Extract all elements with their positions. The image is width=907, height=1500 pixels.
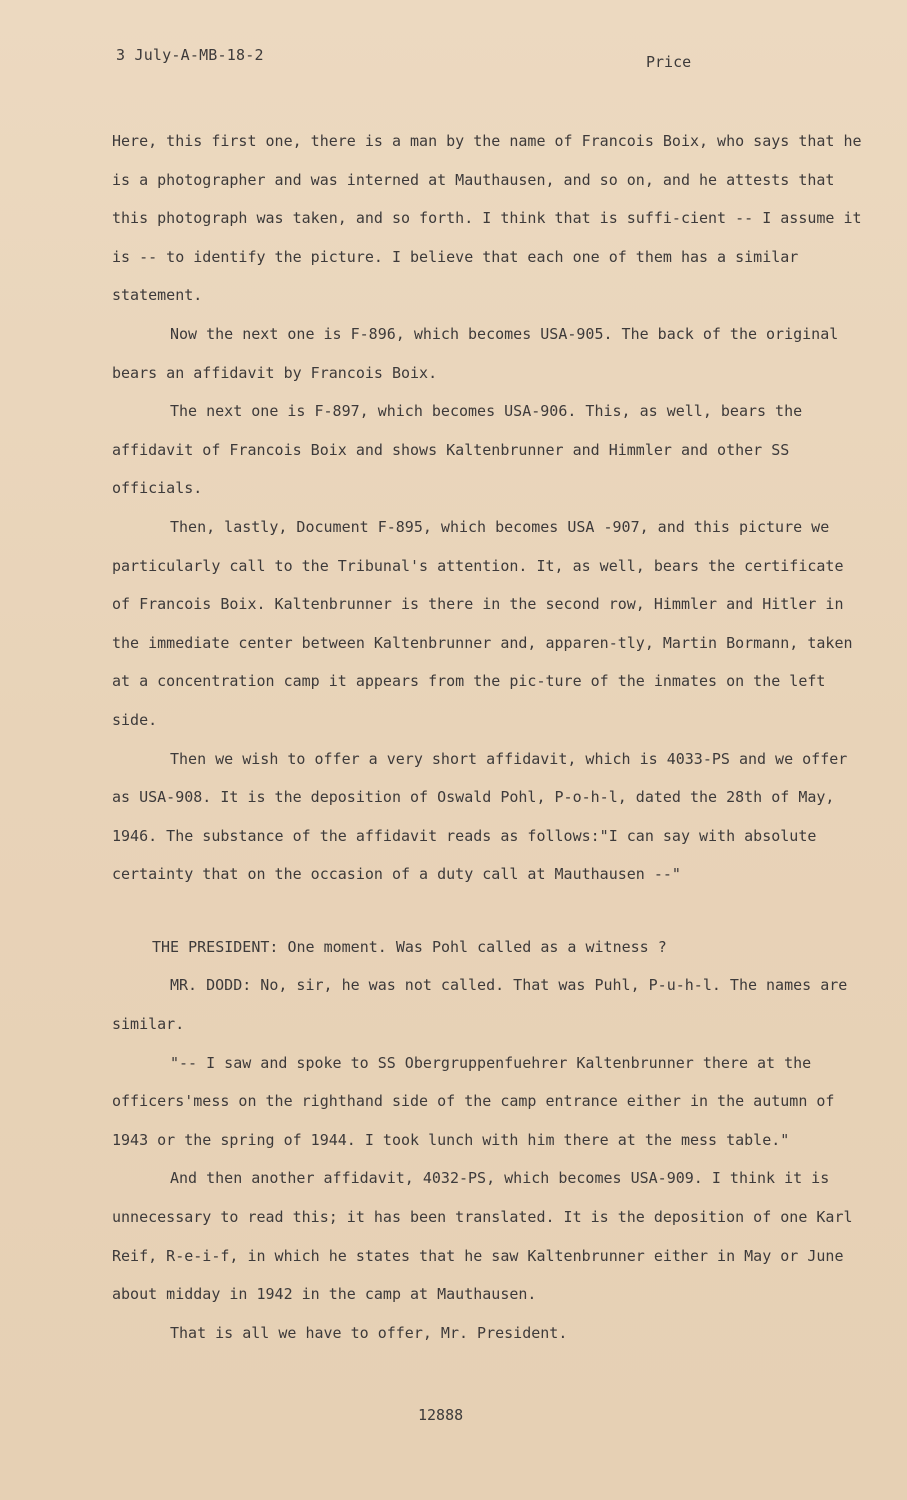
paragraph: The next one is F-897, which becomes USA-906. This, as well, bears the affidavit of Francois Boix and shows Kaltenbrunner and Himmler and other SS officials. — [112, 402, 803, 498]
transcript-body — [112, 122, 862, 1352]
paragraph: That is all we have to offer, Mr. President. — [170, 1323, 568, 1342]
page-number: 12888 — [418, 1406, 464, 1424]
paragraph: Then, lastly, Document F-895, which becomes USA -907, and this picture we particularly call to the Tribunal's attention. It, as well, bears the certificate of Francois Boix. Kaltenbrunner is there in the second row, Himmler and Hitler in the immediate center between Kaltenbrunner and, apparen-tly, Martin Bormann, taken at a concentration camp it appears from the pic-ture of the inmates on the left side. — [112, 517, 853, 729]
reporter-name: Price — [646, 53, 692, 71]
dialogue-line: MR. DODD: No, sir, he was not called. That was Puhl, P-u-h-l. The names are similar. — [112, 976, 848, 1034]
paragraph: Now the next one is F-896, which becomes USA-905. The back of the original bears an affidavit by Francois Boix. — [112, 324, 839, 382]
paragraph: "-- I saw and spoke to SS Obergruppenfuehrer Kaltenbrunner there at the officers'mess on the righthand side of the camp entrance either in the autumn of 1943 or the spring of 1944. I took lunch with him there at the mess table." — [112, 1053, 835, 1149]
paragraph: Here, this first one, there is a man by the name of Francois Boix, who says that he is a photographer and was interned at Mauthausen, and so on, and he attests that this photograph was taken, and so forth. I think that is suffi-cient -- I assume it is -- to identify the picture. I believe that each one of them has a similar statement. — [112, 132, 862, 305]
document-reference: 3 July-A-MB-18-2 — [116, 46, 264, 64]
spacer — [112, 894, 862, 928]
paragraph: And then another affidavit, 4032-PS, which becomes USA-909. I think it is unnecessary to read this; it has been translated. It is the deposition of one Karl Reif, R-e-i-f, in which he states that he saw Kaltenbrunner either in May or June about midday in 1942 in the camp at Mauthausen. — [112, 1169, 853, 1304]
dialogue-line: THE PRESIDENT: One moment. Was Pohl called as a witness ? — [152, 937, 667, 956]
paragraph: Then we wish to offer a very short affidavit, which is 4033-PS and we offer as USA-908. It is the deposition of Oswald Pohl, P-o-h-l, dated the 28th of May, 1946. The substance of the affidavit reads as follows:"I can say with absolute certainty that on the occasion of a duty call at Mauthausen --" — [112, 749, 848, 884]
